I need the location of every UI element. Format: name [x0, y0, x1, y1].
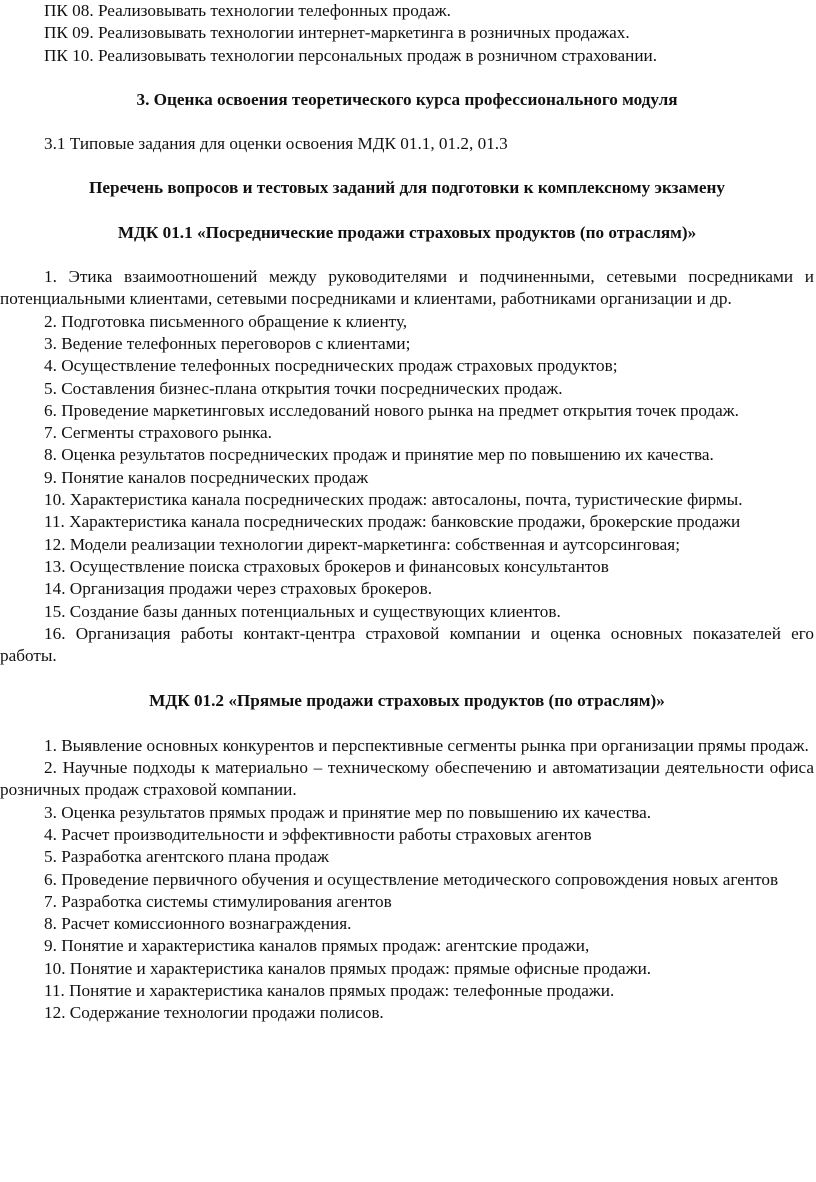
list-title: Перечень вопросов и тестовых заданий для подготовки к комплексному экзамену — [89, 178, 725, 198]
list-item: 7. Сегменты страхового рынка. — [44, 423, 272, 443]
competency-pk09: ПК 09. Реализовывать технологии интернет-маркетинга в розничных продажах. — [44, 23, 630, 43]
list-item: 10. Характеристика канала посреднических продаж: автосалоны, почта, туристические фирмы. — [44, 490, 743, 510]
mdk2-title: МДК 01.2 «Прямые продажи страховых продуктов (по отраслям)» — [149, 691, 665, 711]
competency-pk08: ПК 08. Реализовывать технологии телефонных продаж. — [44, 1, 451, 20]
list-item: 2. Научные подходы к материально – техническому обеспечению и автоматизации деятельности офиса розничных продаж страховой компании. — [0, 758, 814, 800]
list-item: 1. Выявление основных конкурентов и перспективные сегменты рынка при организации прямы продаж. — [44, 735, 809, 755]
list-item: 7. Разработка системы стимулирования агентов — [44, 891, 392, 911]
list-item: 14. Организация продажи через страховых брокеров. — [44, 579, 433, 599]
list-item: 13. Осуществление поиска страховых брокеров и финансовых консультантов — [44, 556, 609, 576]
list-item: 3. Оценка результатов прямых продаж и принятие мер по повышению их качества. — [44, 802, 652, 822]
list-item: 15. Создание базы данных потенциальных и существующих клиентов. — [44, 601, 561, 621]
list-item: 11. Понятие и характеристика каналов прямых продаж: телефонные продажи. — [44, 980, 615, 1000]
list-item: 12. Содержание технологии продажи полисов. — [44, 1003, 384, 1023]
mdk2-question-list — [0, 735, 814, 1025]
competency-pk10: ПК 10. Реализовывать технологии персональных продаж в розничном страховании. — [44, 45, 658, 65]
list-item: 4. Расчет производительности и эффективности работы страховых агентов — [44, 824, 592, 844]
list-item: 3. Ведение телефонных переговоров с клиентами; — [44, 333, 411, 353]
list-item: 10. Понятие и характеристика каналов прямых продаж: прямые офисные продажи. — [44, 958, 652, 978]
list-item: 8. Расчет комиссионного вознаграждения. — [44, 914, 352, 934]
list-item: 8. Оценка результатов посреднических продаж и принятие мер по повышению их качества. — [44, 445, 714, 465]
list-item: 6. Проведение маркетинговых исследований нового рынка на предмет открытия точек продаж. — [44, 400, 739, 420]
section-title: 3. Оценка освоения теоретического курса профессионального модуля — [136, 89, 678, 109]
list-item: 4. Осуществление телефонных посреднических продаж страховых продуктов; — [44, 356, 618, 376]
list-item: 6. Проведение первичного обучения и осуществление методического сопровождения новых агентов — [44, 869, 779, 889]
list-item: 9. Понятие каналов посреднических продаж — [44, 467, 369, 487]
mdk1-title: МДК 01.1 «Посреднические продажи страховых продуктов (по отраслям)» — [117, 222, 697, 242]
list-item: 9. Понятие и характеристика каналов прямых продаж: агентские продажи, — [44, 936, 590, 956]
list-item: 1. Этика взаимоотношений между руководителями и подчиненными, сетевыми посредниками и потенциальными клиентами, сетевыми посредниками и клиентами, работниками организации и др. — [0, 267, 814, 309]
list-item: 12. Модели реализации технологии директ-маркетинга: собственная и аутсорсинговая; — [44, 534, 680, 554]
list-item: 5. Составления бизнес-плана открытия точки посреднических продаж. — [44, 378, 563, 398]
mdk1-question-list — [0, 266, 814, 667]
list-item: 16. Организация работы контакт-центра страховой компании и оценка основных показателей его работы. — [0, 623, 814, 666]
list-item: 2. Подготовка письменного обращение к клиенту, — [44, 311, 408, 331]
list-item: 5. Разработка агентского плана продаж — [44, 847, 329, 867]
subsection-title: 3.1 Типовые задания для оценки освоения МДК 01.1, 01.2, 01.3 — [44, 134, 508, 154]
list-item: 11. Характеристика канала посреднических продаж: банковские продажи, брокерские продажи — [44, 512, 741, 532]
